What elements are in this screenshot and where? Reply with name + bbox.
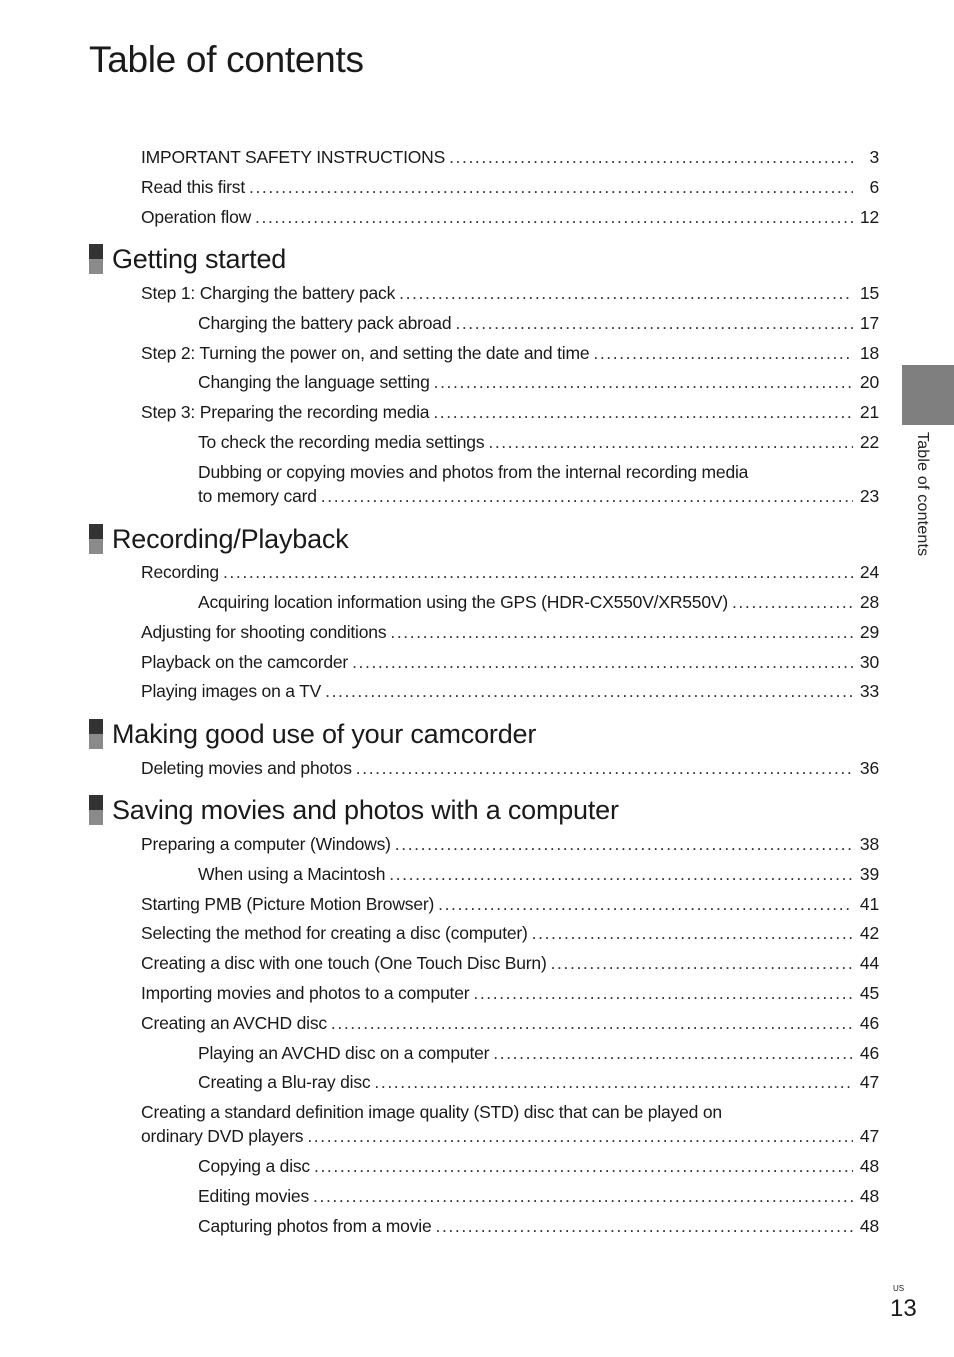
leader-dots: [593, 341, 853, 365]
entry-page: 28: [859, 592, 879, 612]
toc-entry[interactable]: [141, 281, 879, 305]
toc-entry[interactable]: [141, 400, 879, 424]
entry-page: 47: [859, 1126, 879, 1146]
leader-dots: [399, 281, 853, 305]
toc-entry[interactable]: [141, 981, 879, 1005]
entry-text: Capturing photos from a movie: [198, 1216, 432, 1236]
toc-entry[interactable]: [198, 1214, 879, 1238]
entry-text: Selecting the method for creating a disc (computer): [141, 923, 528, 943]
entry-text: When using a Macintosh: [198, 864, 386, 884]
section-marker-icon: [89, 795, 103, 825]
entry-page: 3: [869, 147, 879, 167]
leader-dots: [488, 430, 853, 454]
leader-dots: [389, 862, 853, 886]
entry-page: 41: [859, 894, 879, 914]
entry-page: 47: [859, 1072, 879, 1092]
leader-dots: [433, 400, 853, 424]
leader-dots: [307, 1124, 853, 1148]
entry-text: Starting PMB (Picture Motion Browser): [141, 894, 435, 914]
leader-dots: [314, 1154, 853, 1178]
entry-page: 36: [859, 758, 879, 778]
entry-text: Recording: [141, 562, 219, 582]
entry-text: Importing movies and photos to a computer: [141, 983, 470, 1003]
entry-page: 24: [859, 562, 879, 582]
entry-text: Playing an AVCHD disc on a computer: [198, 1043, 490, 1063]
page-title: Table of contents: [89, 39, 364, 80]
entry-page: 22: [859, 432, 879, 452]
toc-entry[interactable]: [141, 832, 879, 856]
entry-text: Creating an AVCHD disc: [141, 1013, 327, 1033]
leader-dots: [352, 650, 853, 674]
toc-entry[interactable]: [141, 892, 879, 916]
leader-dots: [455, 311, 853, 335]
leader-dots: [356, 756, 853, 780]
entry-text: To check the recording media settings: [198, 432, 485, 452]
leader-dots: [255, 205, 853, 229]
entry-text: IMPORTANT SAFETY INSTRUCTIONS: [141, 147, 446, 167]
entry-text-continued: to memory card: [198, 486, 317, 506]
entry-page: 18: [859, 343, 879, 363]
entry-text: Creating a Blu-ray disc: [198, 1072, 371, 1092]
leader-dots: [325, 679, 853, 703]
toc-entry[interactable]: [141, 341, 879, 365]
entry-text: Step 2: Turning the power on, and setting the date and time: [141, 343, 590, 363]
toc-entry[interactable]: [141, 921, 879, 945]
entry-page: 45: [859, 983, 879, 1003]
entry-page: 21: [859, 402, 879, 422]
entry-text: Playing images on a TV: [141, 681, 322, 701]
entry-page: 48: [859, 1156, 879, 1176]
entry-page: 15: [859, 283, 879, 303]
leader-dots: [449, 145, 853, 169]
entry-text: Editing movies: [198, 1186, 310, 1206]
toc-entry[interactable]: [198, 1154, 879, 1178]
entry-page: 42: [859, 923, 879, 943]
section-heading-recording-playback[interactable]: [89, 523, 349, 555]
section-heading-saving-movies[interactable]: [89, 794, 619, 826]
side-tab-label: Table of contents: [914, 432, 931, 557]
toc-entry[interactable]: [141, 756, 879, 780]
leader-dots: [434, 370, 853, 394]
entry-text: Creating a disc with one touch (One Touch Disc Burn): [141, 953, 547, 973]
toc-entry[interactable]: [141, 951, 879, 975]
section-marker-icon: [89, 244, 103, 274]
entry-text: Charging the battery pack abroad: [198, 313, 452, 333]
toc-entry-operation-flow[interactable]: [141, 205, 879, 229]
side-tab-marker[interactable]: [902, 365, 954, 425]
entry-text: Changing the language setting: [198, 372, 430, 392]
leader-dots: [532, 921, 853, 945]
entry-text: Copying a disc: [198, 1156, 310, 1176]
section-title: Making good use of your camcorder: [112, 719, 537, 749]
entry-page: 46: [859, 1043, 879, 1063]
page-number-region: US: [893, 1284, 905, 1293]
leader-dots: [321, 484, 853, 508]
toc-entry[interactable]: [198, 1041, 879, 1065]
entry-page: 23: [859, 486, 879, 506]
section-heading-getting-started[interactable]: [89, 243, 286, 275]
section-title: Recording/Playback: [112, 524, 349, 554]
toc-entry-read-first[interactable]: [141, 175, 879, 199]
entry-page: 39: [859, 864, 879, 884]
section-title: Saving movies and photos with a computer: [112, 795, 619, 825]
toc-entry[interactable]: [141, 679, 879, 703]
toc-entry[interactable]: [198, 311, 879, 335]
entry-page: 6: [869, 177, 879, 197]
entry-page: 46: [859, 1013, 879, 1033]
entry-page: 44: [859, 953, 879, 973]
entry-text: Deleting movies and photos: [141, 758, 352, 778]
entry-page: 17: [859, 313, 879, 333]
leader-dots: [438, 892, 853, 916]
toc-entry[interactable]: [198, 862, 879, 886]
entry-page: 12: [859, 207, 879, 227]
leader-dots: [374, 1070, 853, 1094]
toc-entry-multiline[interactable]: [141, 1100, 879, 1148]
leader-dots: [493, 1041, 853, 1065]
toc-entry[interactable]: [141, 650, 879, 674]
entry-text: Step 3: Preparing the recording media: [141, 402, 430, 422]
section-marker-icon: [89, 524, 103, 554]
entry-text: Playback on the camcorder: [141, 652, 349, 672]
entry-text: Preparing a computer (Windows): [141, 834, 391, 854]
leader-dots: [551, 951, 853, 975]
leader-dots: [390, 620, 853, 644]
entry-text: Creating a standard definition image quality (STD) disc that can be played on: [141, 1102, 722, 1122]
leader-dots: [732, 590, 853, 614]
section-title: Getting started: [112, 244, 287, 274]
toc-entry[interactable]: [141, 1011, 879, 1035]
leader-dots: [473, 981, 853, 1005]
toc-entry[interactable]: [198, 590, 879, 614]
entry-page: 38: [859, 834, 879, 854]
entry-text: Read this first: [141, 177, 245, 197]
entry-page: 29: [859, 622, 879, 642]
entry-page: 30: [859, 652, 879, 672]
toc-entry[interactable]: [198, 1070, 879, 1094]
toc-entry[interactable]: [198, 370, 879, 394]
leader-dots: [313, 1184, 853, 1208]
page-number: 13: [890, 1295, 917, 1322]
entry-page: 20: [859, 372, 879, 392]
leader-dots: [249, 175, 853, 199]
leader-dots: [331, 1011, 853, 1035]
entry-text: Operation flow: [141, 207, 252, 227]
toc-entry[interactable]: [198, 430, 879, 454]
section-marker-icon: [89, 719, 103, 749]
entry-text: Acquiring location information using the GPS (HDR-CX550V/XR550V): [198, 592, 728, 612]
leader-dots: [223, 560, 853, 584]
entry-page: 48: [859, 1186, 879, 1206]
leader-dots: [435, 1214, 853, 1238]
entry-text: Dubbing or copying movies and photos from the internal recording media: [198, 462, 749, 482]
leader-dots: [395, 832, 853, 856]
entry-page: 48: [859, 1216, 879, 1236]
toc-entry[interactable]: [141, 560, 879, 584]
toc-entry-safety[interactable]: [141, 145, 879, 169]
toc-entry-multiline[interactable]: [198, 460, 879, 508]
entry-text: Adjusting for shooting conditions: [141, 622, 387, 642]
toc-entry[interactable]: [198, 1184, 879, 1208]
entry-text-continued: ordinary DVD players: [141, 1126, 304, 1146]
entry-text: Step 1: Charging the battery pack: [141, 283, 396, 303]
section-heading-making-good-use[interactable]: [89, 718, 536, 750]
entry-page: 33: [859, 681, 879, 701]
toc-entry[interactable]: [141, 620, 879, 644]
